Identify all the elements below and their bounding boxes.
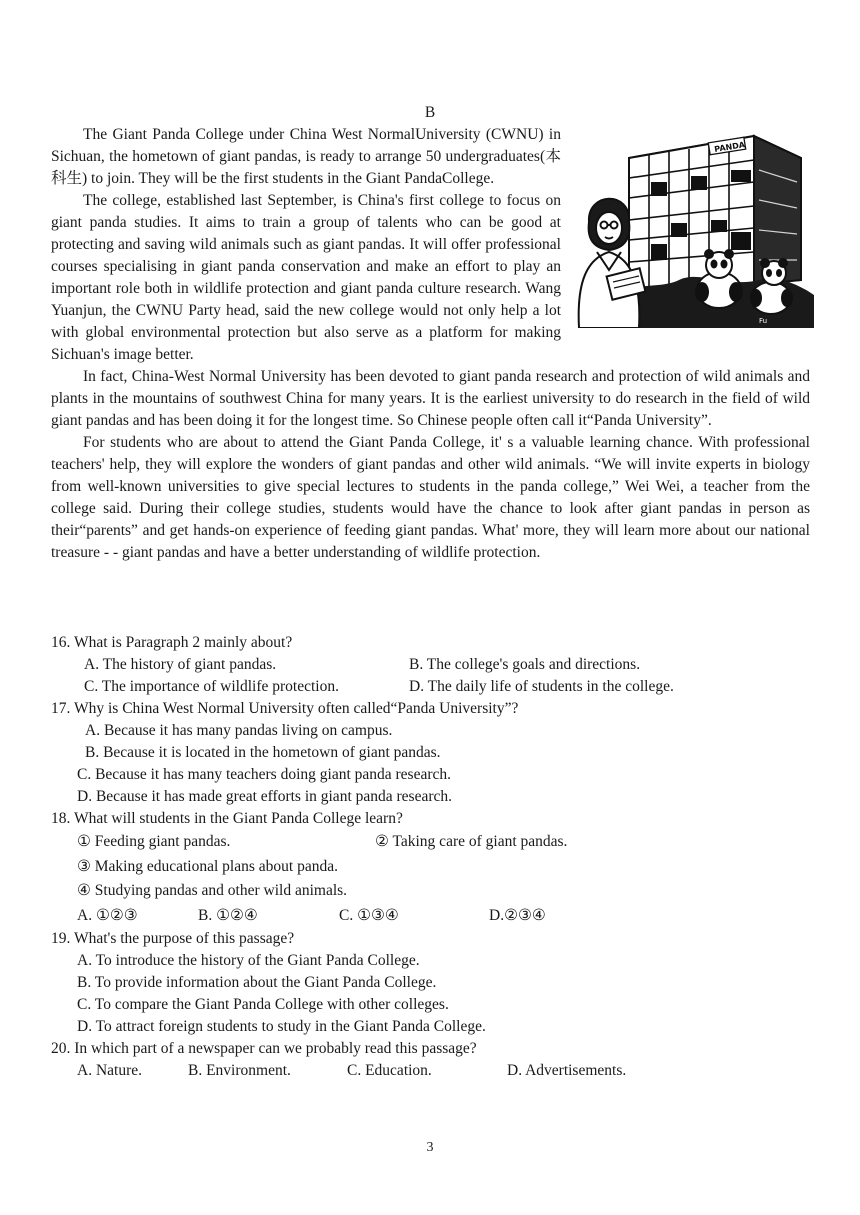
option-20-d[interactable]: D. Advertisements.: [507, 1061, 627, 1079]
option-19-a[interactable]: A. To introduce the history of the Giant Panda College.: [77, 951, 420, 969]
page-number: 3: [426, 1140, 434, 1155]
option-17-d[interactable]: D. Because it has made great efforts in giant panda research.: [77, 788, 453, 805]
option-19-c[interactable]: C. To compare the Giant Panda College with other colleges.: [77, 995, 449, 1013]
paragraph-2: The college, established last September, is China's first college to focus on giant panda studies. It aims to train a group of talents who can be good at protecting and saving wild animals such as giant pandas. It will offer professional courses specialising in giant panda conservation and make an effort to play an important role both in wildlife protection and giant panda culture research. Wang Yuanjun, the CWNU Party head, said the new college would not only help a lot with global environmental protection but also serve as a platform for making Sichuan's image better.: [51, 192, 561, 363]
question-list: [51, 632, 810, 1082]
option-16-b[interactable]: B. The college's goals and directions.: [409, 656, 641, 673]
svg-text:PANDA: PANDA: [713, 140, 746, 154]
paragraph-4: For students who are about to attend the Giant Panda College, it' s a valuable learning chance. With professional teachers' help, they will explore the wonders of giant pandas and other wild animals. “We will invite experts in biology from well-known universities to give special lectures to students in the panda college,” Wei Wei, a teacher from the college said. During their college studies, students would have the chance to look after giant pandas in person as their“parents” and get hands-on experience of feeding giant pandas. What' more, they will learn more about our national treasure - - giant pandas and have a better understanding of wildlife protection.: [51, 434, 810, 561]
option-18-d[interactable]: D.②③④: [489, 906, 546, 924]
question-17-stem: 17. Why is China West Normal University often called“Panda University”?: [51, 700, 519, 717]
option-17-c[interactable]: C. Because it has many teachers doing giant panda research.: [77, 766, 452, 783]
option-16-c[interactable]: C. The importance of wildlife protection.: [84, 678, 339, 695]
question-19: [51, 928, 810, 1038]
item-18-3: ③ Making educational plans about panda.: [77, 857, 338, 875]
question-20: [51, 1038, 810, 1082]
reading-passage: [51, 124, 810, 564]
svg-text:Fu: Fu: [759, 317, 768, 325]
question-18: [51, 808, 810, 928]
paragraph-1: The Giant Panda College under China West NormalUniversity (CWNU) in Sichuan, the hometown of giant pandas, is ready to arrange 50 undergraduates(本科生) to join. They will be the first students in the Giant PandaCollege.: [51, 126, 561, 187]
option-16-a[interactable]: A. The history of giant pandas.: [84, 656, 277, 673]
option-20-b[interactable]: B. Environment.: [188, 1061, 291, 1079]
question-18-stem: 18. What will students in the Giant Panda College learn?: [51, 810, 403, 827]
question-16-stem: 16. What is Paragraph 2 mainly about?: [51, 634, 293, 651]
question-20-stem: 20. In which part of a newspaper can we probably read this passage?: [51, 1039, 477, 1057]
option-18-b[interactable]: B. ①②④: [198, 906, 258, 924]
item-18-1: ① Feeding giant pandas.: [77, 833, 231, 850]
option-19-b[interactable]: B. To provide information about the Giant Panda College.: [77, 973, 437, 991]
option-20-a[interactable]: A. Nature.: [77, 1061, 142, 1079]
item-18-4: ④ Studying pandas and other wild animals.: [77, 882, 348, 899]
option-17-b[interactable]: B. Because it is located in the hometown of giant pandas.: [85, 744, 441, 761]
option-16-d[interactable]: D. The daily life of students in the college.: [409, 678, 674, 695]
question-17: [51, 698, 810, 808]
option-18-c[interactable]: C. ①③④: [339, 906, 399, 924]
paragraph-3: In fact, China-West Normal University has been devoted to giant panda research and protection of wild animals and plants in the mountains of southwest China for many years. It is the earliest university to do research in the field of wild giant pandas and has been doing it for the longest time. So Chinese people often call it“Panda University”.: [51, 368, 810, 429]
item-18-2: ② Taking care of giant pandas.: [375, 833, 568, 850]
option-18-a[interactable]: A. ①②③: [77, 906, 138, 924]
panda-college-illustration: [569, 130, 814, 328]
option-19-d[interactable]: D. To attract foreign students to study in the Giant Panda College.: [77, 1017, 486, 1035]
option-17-a[interactable]: A. Because it has many pandas living on campus.: [85, 722, 393, 739]
question-16: [51, 632, 810, 698]
option-20-c[interactable]: C. Education.: [347, 1061, 432, 1079]
section-letter: B: [424, 104, 436, 121]
question-19-stem: 19. What's the purpose of this passage?: [51, 929, 295, 947]
